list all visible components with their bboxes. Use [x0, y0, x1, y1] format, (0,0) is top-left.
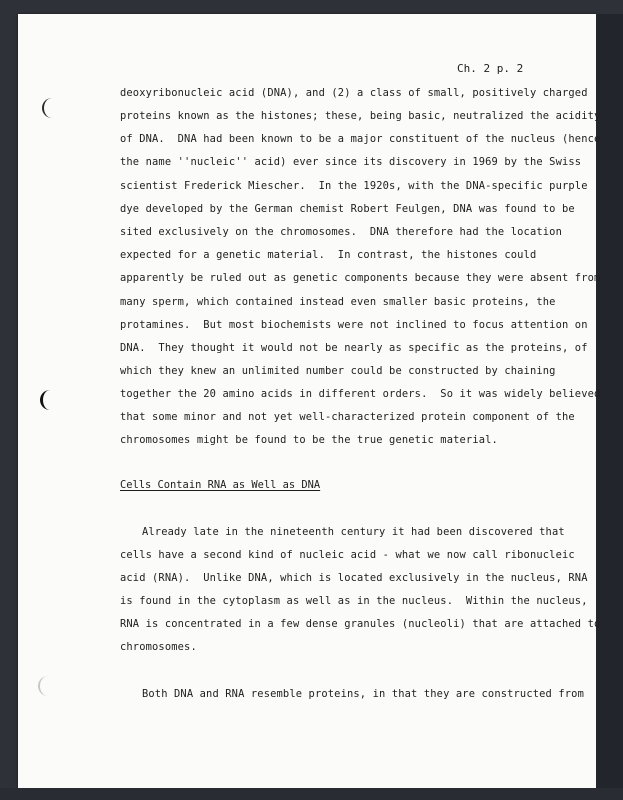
text-line: Both DNA and RNA resemble proteins, in that they are constructed from: [142, 688, 584, 700]
text-line: sited exclusively on the chromosomes. DNA therefore had the location: [120, 226, 562, 238]
text-line: apparently be ruled out as genetic components because they were absent from: [120, 272, 601, 284]
text-line: cells have a second kind of nucleic acid - what we now call ribonucleic: [120, 549, 575, 561]
text-line: proteins known as the histones; these, being basic, neutralized the acidity: [120, 110, 601, 122]
section-heading: Cells Contain RNA as Well as DNA: [120, 479, 321, 491]
punch-hole-mark: [38, 676, 52, 696]
text-line: expected for a genetic material. In contrast, the histones could: [120, 249, 537, 261]
text-line: is found in the cytoplasm as well as in the nucleus. Within the nucleus,: [120, 595, 588, 607]
text-line: Already late in the nineteenth century it had been discovered that: [142, 526, 565, 538]
text-line: together the 20 amino acids in different orders. So it was widely believed: [120, 388, 601, 400]
text-line: DNA. They thought it would not be nearly as specific as the proteins, of: [120, 342, 588, 354]
text-line: of DNA. DNA had been known to be a major constituent of the nucleus (hence: [120, 133, 601, 145]
scan-background-bottom: [0, 788, 623, 800]
text-line: chromosomes.: [120, 641, 197, 653]
text-line: scientist Frederick Miescher. In the 1920s, with the DNA-specific purple: [120, 180, 588, 192]
paper-sheet: [18, 14, 596, 788]
punch-hole-mark: [40, 390, 55, 410]
text-line: many sperm, which contained instead even smaller basic proteins, the: [120, 296, 556, 308]
text-line: dye developed by the German chemist Robert Feulgen, DNA was found to be: [120, 203, 575, 215]
text-line: RNA is concentrated in a few dense granules (nucleoli) that are attached to: [120, 618, 601, 630]
scan-background-edge: [596, 14, 623, 800]
text-line: the name ''nucleic'' acid) ever since its discovery in 1969 by the Swiss: [120, 156, 582, 168]
text-line: deoxyribonucleic acid (DNA), and (2) a class of small, positively charged: [120, 87, 588, 99]
text-line: acid (RNA). Unlike DNA, which is located exclusively in the nucleus, RNA: [120, 572, 588, 584]
punch-hole-mark: [42, 98, 56, 118]
text-line: chromosomes might be found to be the true genetic material.: [120, 434, 498, 446]
page-number: Ch. 2 p. 2: [457, 62, 524, 75]
text-line: which they knew an unlimited number could be constructed by chaining: [120, 365, 556, 377]
text-line: that some minor and not yet well-characterized protein component of the: [120, 411, 575, 423]
text-line: protamines. But most biochemists were not inclined to focus attention on: [120, 319, 588, 331]
